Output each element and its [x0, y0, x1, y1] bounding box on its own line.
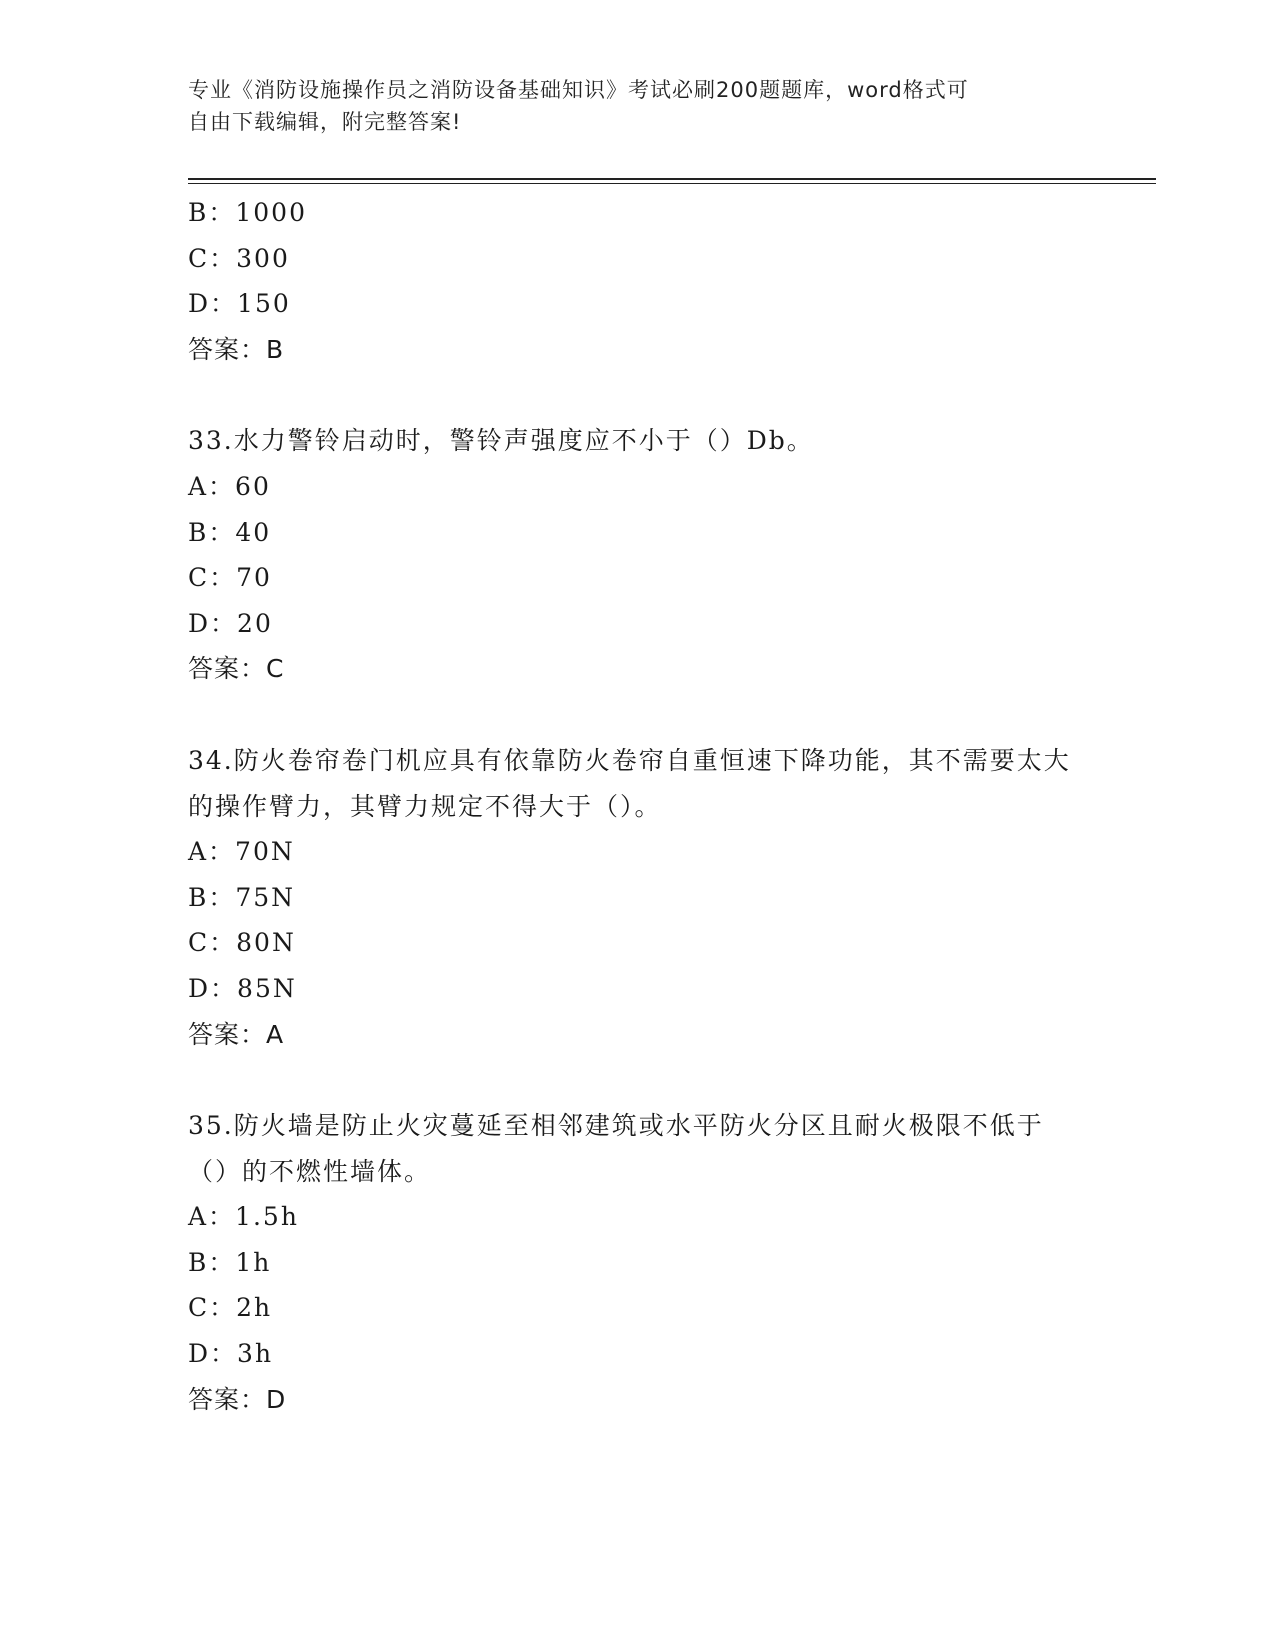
- page-header: [188, 74, 1068, 138]
- option-a: A：60: [188, 471, 271, 501]
- spacer: [188, 692, 1088, 738]
- question-block-35: [188, 1103, 1088, 1422]
- answer-line: 答案：A: [188, 1019, 285, 1049]
- header-rule-thin: [188, 183, 1156, 184]
- answer-line: 答案：D: [188, 1384, 287, 1414]
- option-d: D：150: [188, 289, 291, 319]
- option-a: A：70N: [188, 837, 295, 867]
- question-text: 35.防火墙是防止火灾蔓延至相邻建筑或水平防火分区且耐火极限不低于（）的不燃性墙体。: [188, 1111, 1044, 1186]
- option-b: B：40: [188, 517, 272, 547]
- option-c: C：80N: [188, 928, 296, 958]
- option-c: C：300: [188, 243, 290, 273]
- spacer: [188, 372, 1088, 418]
- option-c: C：70: [188, 563, 272, 593]
- option-c: C：2h: [188, 1293, 273, 1323]
- answer-line: 答案：C: [188, 654, 285, 684]
- answer-line: 答案：B: [188, 334, 285, 364]
- header-line-1: 专业《消防设施操作员之消防设备基础知识》考试必刷200题题库，word格式可: [188, 78, 969, 102]
- document-body: [188, 190, 1088, 1422]
- question-text: 33.水力警铃启动时，警铃声强度应不小于（）Db。: [188, 426, 814, 456]
- question-text: 34.防火卷帘卷门机应具有依靠防火卷帘自重恒速下降功能，其不需要太大的操作臂力，其臂力规定不得大于（）。: [188, 745, 1071, 821]
- question-block-34: [188, 738, 1088, 1057]
- option-b: B：75N: [188, 882, 296, 912]
- header-line-2: 自由下载编辑，附完整答案!: [188, 110, 462, 134]
- header-rule-thick: [188, 178, 1156, 180]
- option-b: B：1000: [188, 198, 307, 227]
- option-d: D：3h: [188, 1339, 274, 1369]
- spacer: [188, 1057, 1088, 1103]
- question-block-33: [188, 418, 1088, 692]
- option-d: D：20: [188, 608, 273, 638]
- option-a: A：1.5h: [188, 1202, 299, 1232]
- option-b: B：1h: [188, 1247, 272, 1277]
- question-block-continued: [188, 190, 1088, 372]
- option-d: D：85N: [188, 973, 297, 1003]
